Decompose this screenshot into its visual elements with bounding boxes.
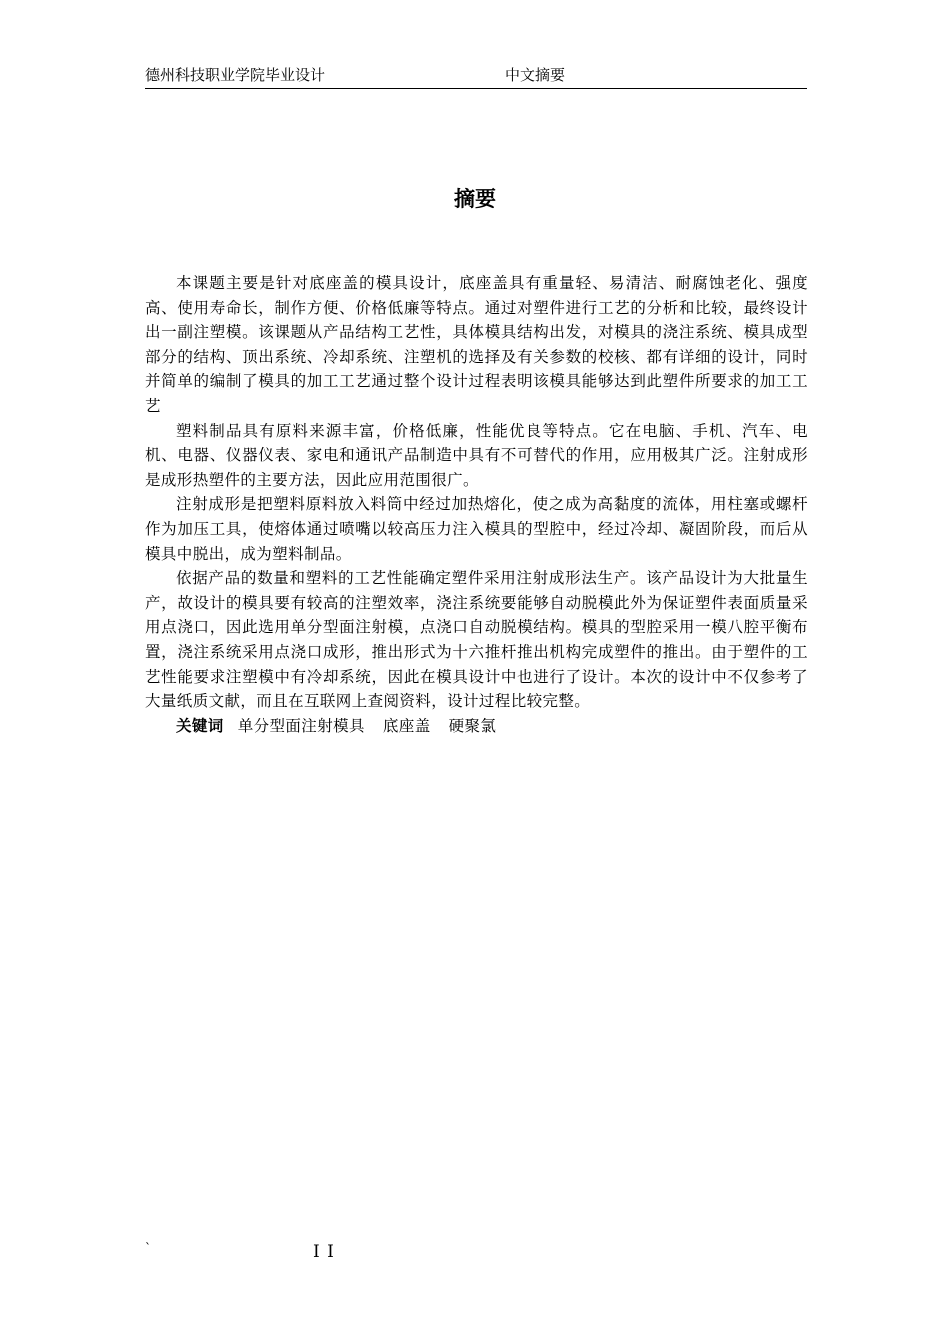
keyword-1: 单分型面注射模具 — [237, 716, 365, 735]
footer-mark: ` — [145, 1241, 151, 1255]
keywords-label: 关键词 — [176, 716, 224, 735]
page-header — [145, 64, 807, 89]
abstract-paragraph-2: 塑料制品具有原料来源丰富，价格低廉，性能优良等特点。它在电脑、手机、汽车、电机、电器、仪器仪表、家电和通讯产品制造中具有不可替代的作用，应用极其广泛。注射成形是成形热塑件的主要方法，因此应用范围很广。 — [145, 421, 808, 489]
keyword-3: 硬聚氯 — [448, 716, 497, 735]
abstract-paragraph-3: 注射成形是把塑料原料放入料筒中经过加热熔化，使之成为高黏度的流体，用柱塞或螺杆作为加压工具，使熔体通过喷嘴以较高压力注入模具的型腔中，经过冷却、凝固阶段，而后从模具中脱出，成为塑料制品。 — [145, 495, 808, 563]
keywords-line — [145, 714, 808, 739]
page-title: 摘要 — [454, 187, 496, 211]
abstract-paragraph-1: 本课题主要是针对底座盖的模具设计，底座盖具有重量轻、易清洁、耐腐蚀老化、强度高、使用寿命长，制作方便、价格低廉等特点。通过对塑件进行工艺的分析和比较，最终设计出一副注塑模。该课题从产品结构工艺性，具体模具结构出发，对模具的浇注系统、模具成型部分的结构、顶出系统、冷却系统、注塑机的选择及有关参数的校核、都有详细的设计，同时并简单的编制了模具的加工工艺通过整个设计过程表明该模具能够达到此塑件所要求的加工工艺 — [145, 274, 808, 415]
header-school-name: 德州科技职业学院毕业设计 — [145, 66, 326, 84]
keyword-2: 底座盖 — [382, 716, 431, 735]
abstract-body — [145, 271, 808, 738]
page-number: I I — [313, 1242, 335, 1262]
header-section-name: 中文摘要 — [505, 66, 566, 84]
abstract-paragraph-4: 依据产品的数量和塑料的工艺性能确定塑件采用注射成形法生产。该产品设计为大批量生产，故设计的模具要有较高的注塑效率，浇注系统要能够自动脱模此外为保证塑件表面质量采用点浇口，因此选用单分型面注射模，点浇口自动脱模结构。模具的型腔采用一模八腔平衡布置，浇注系统采用点浇口成形，推出形式为十六推杆推出机构完成塑件的推出。由于塑件的工艺性能要求注塑模中有冷却系统，因此在模具设计中也进行了设计。本次的设计中不仅参考了大量纸质文献，而且在互联网上查阅资料，设计过程比较完整。 — [145, 569, 808, 711]
